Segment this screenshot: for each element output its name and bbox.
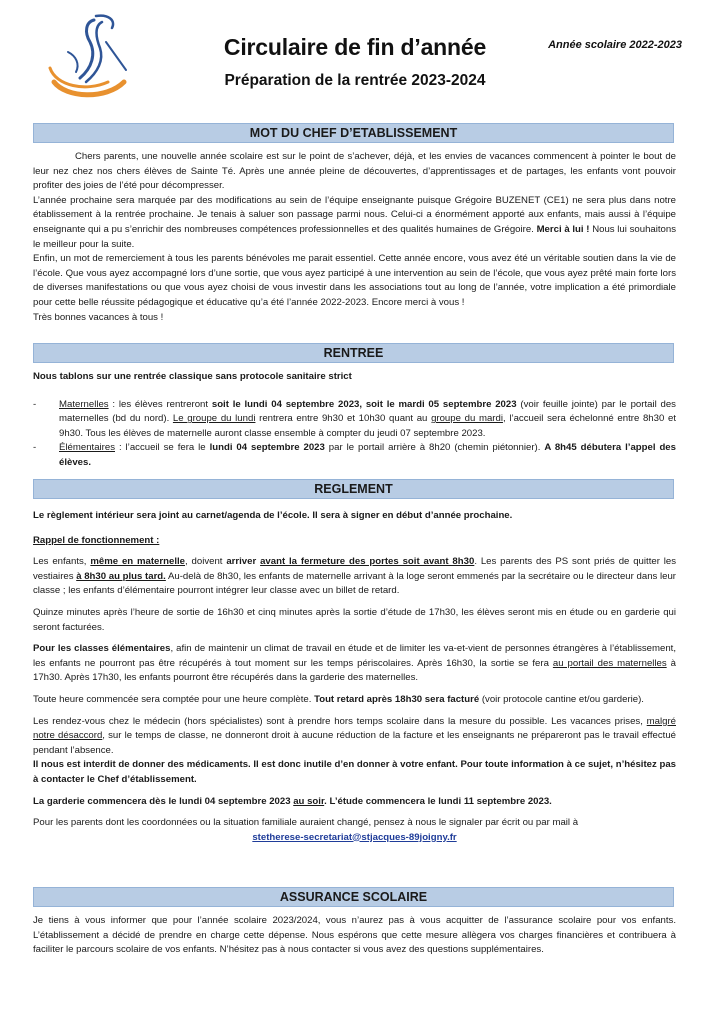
mot-paragraph-4: Très bonnes vacances à tous ! xyxy=(33,311,164,323)
p3-a: Pour les classes élémentaires xyxy=(33,643,171,655)
page-title: Circulaire de fin d’année xyxy=(223,34,487,60)
reglement-paragraph-4 xyxy=(33,693,676,708)
p4-b: Tout retard après 18h30 sera facturé xyxy=(314,693,480,705)
mot-p2-thanks: Merci à lui ! xyxy=(536,223,590,235)
p5-b: malgré notre désaccord xyxy=(33,715,676,742)
reglement-paragraph-5 xyxy=(33,715,676,759)
section-assurance-body xyxy=(33,914,676,958)
reglement-paragraph-7 xyxy=(33,795,676,810)
rentree-list xyxy=(33,398,676,471)
p4-a: Toute heure commencée sera comptée pour une heure complète. xyxy=(33,693,315,705)
mat-e: rentrera entre 9h30 et 10h30 quant au xyxy=(255,413,432,425)
section-reglement-body xyxy=(33,509,676,845)
page-subtitle: Préparation de la rentrée 2023-2024 xyxy=(224,72,486,89)
mat-a: : les élèves rentreront xyxy=(108,398,212,410)
mot-paragraph-2 xyxy=(33,194,676,252)
elem-d: A 8h45 débutera l’appel des élèves. xyxy=(59,442,676,468)
p5-c: , sur le temps de classe, ne donneront droit à aucune réduction de la facture et les enseignants ne prépareront pas le travail effectué pendant l’absence. xyxy=(33,730,676,756)
school-logo xyxy=(46,12,132,100)
elem-a: : l’accueil se fera le xyxy=(115,442,210,454)
p7-c: . L’étude commencera le lundi 11 septembre 2023. xyxy=(324,795,552,807)
p3-b: , afin de maintenir un climat de travail en étude et de limiter les va-et-vient de personnes étrangères à l’établissement, les enfants ne pourront pas être récupérés à tout moment sur les temps périscolaires. Après 16h30, la sortie se fera xyxy=(33,643,677,669)
p1-f: avant la fermeture des portes soit avant 8h30 xyxy=(260,556,475,568)
section-rentree-body xyxy=(33,370,676,471)
p1-c: , doivent xyxy=(185,556,227,568)
list-item-elementaires xyxy=(33,441,676,470)
elem-label: Élémentaires xyxy=(59,442,115,454)
p5-a: Les rendez-vous chez le médecin (hors spécialistes) sont à prendre hors temps scolaire dans la mesure du possible. Les vacances prises, xyxy=(33,715,647,727)
p1-b: même en maternelle xyxy=(90,556,185,568)
p1-d: arriver xyxy=(226,556,257,568)
section-heading-mot: MOT DU CHEF D’ETABLISSEMENT xyxy=(33,123,674,143)
section-mot-body xyxy=(33,150,676,325)
p7-b: au soir xyxy=(293,795,325,807)
section-heading-rentree: RENTREE xyxy=(33,343,674,363)
elem-b: lundi 04 septembre 2023 xyxy=(209,442,325,454)
elem-c: par le portail arrière à 8h20 (chemin piétonnier). xyxy=(324,442,545,454)
mat-b: soit le lundi 04 septembre 2023, soit le mardi 05 septembre 2023 xyxy=(211,398,517,410)
p1-a: Les enfants, xyxy=(33,556,91,568)
reglement-paragraph-6: Il nous est interdit de donner des médicaments. Il est donc inutile d’en donner à votre enfant. Pour toute information à ce sujet, n’hésitez pas à contacter le Chef d’établissement. xyxy=(33,759,676,785)
p1-g: . Les parents des PS sont priés de quitter les vestiaires xyxy=(33,556,677,582)
rentree-intro: Nous tablons sur une rentrée classique sans protocole sanitaire strict xyxy=(33,371,352,382)
mat-f: groupe du mardi xyxy=(431,413,503,425)
mat-c: (voir feuille jointe) par le portail des maternelles (bd du nord). xyxy=(59,398,676,425)
section-heading-reglement: REGLEMENT xyxy=(33,479,674,499)
mot-paragraph-3: Enfin, un mot de remerciement à tous les parents bénévoles me parait essentiel. Cette année encore, vous avez été un véritable soutien dans la vie de l’école. Que vous ayez accompagné lors d’une sortie, que vous ayez participé à une intervention au sein de l’école, que vous ayez prêté main forte lors de diverses manifestations ou que vous ayez choisi de vous investir dans les associations tout au long de l’année, votre implication a été primordiale pour cette belle réussite pédagogique et éducative qu’a été l’année 2022-2023. Encore merci à vous ! xyxy=(33,253,676,308)
mat-label: Maternelles xyxy=(59,398,109,410)
list-item-maternelles xyxy=(33,398,676,442)
reglement-paragraph-2: Quinze minutes après l’heure de sortie de 16h30 et cinq minutes après la sortie d’étude de 17h30, les élèves seront mis en étude ou en garderie qui seront facturées. xyxy=(33,606,676,633)
mot-p2-wish: Nous lui souhaitons le meilleur pour la suite. xyxy=(33,223,677,250)
p3-d: à 17h30. Après 17h30, les enfants pourront être récupérés dans la garderie des maternelles. xyxy=(33,657,676,684)
reglement-paragraph-1 xyxy=(33,555,676,599)
mat-d: Le groupe du lundi xyxy=(172,413,256,425)
p7-a: La garderie commencera dès le lundi 04 septembre 2023 xyxy=(33,795,294,807)
secretariat-email-link[interactable]: stetherese-secretariat@stjacques-89joigny.fr xyxy=(252,831,457,843)
reglement-paragraph-3 xyxy=(33,642,676,686)
p1-h: à 8h30 au plus tard. xyxy=(76,570,166,582)
p3-c: au portail des maternelles xyxy=(552,657,667,669)
section-heading-assurance: ASSURANCE SCOLAIRE xyxy=(33,887,674,907)
assurance-paragraph-1: Je tiens à vous informer que pour l’année scolaire 2023/2024, vous n’aurez pas à vous acquitter de l’assurance scolaire pour vos enfants. L’établissement a décidé de prendre en charge cette dépense. Nous espérons que cette mesure allègera vos charges financières et contribuera à faciliter le parcours scolaire de vos enfants. N’hésitez pas à nous contacter si vous avez des questions supplémentaires. xyxy=(33,915,676,956)
mat-g: , l’accueil sera échelonné entre 8h30 et 9h30. Tous les élèves de maternelle auront classe ensemble à compter du jeudi 07 septembre 2023. xyxy=(59,413,676,439)
mot-paragraph-1: Chers parents, une nouvelle année scolaire est sur le point de s’achever, déjà, et les envies de vacances commencent à pointer le bout de leur nez chez nos chers élèves de Sainte Té. Après une année pleine de découvertes, d’apprentissages et de partages, les enfants vont pouvoir profiter des joies de l’été pour décompresser. xyxy=(33,151,676,192)
p4-c: (voir protocole cantine et/ou garderie). xyxy=(479,693,644,705)
reglement-paragraph-8: Pour les parents dont les coordonnées ou la situation familiale auraient changé, pensez à nous le signaler par écrit ou par mail à xyxy=(33,817,579,829)
mot-p2-text: L’année prochaine sera marquée par des modifications au sein de l’équipe enseignante puisque Grégoire BUZENET (CE1) ne sera plus dans notre établissement à la rentrée prochaine. Je tenais à saluer son passage parmi nous. Celui-ci a énormément apporté aux enfants, mais aussi à l’équipe enseignante qui a pu s’enrichir des nombreuses compétences professionnelles et des qualités humaines de Grégoire. xyxy=(33,194,676,235)
reglement-rappel: Rappel de fonctionnement : xyxy=(33,534,160,546)
school-year: Année scolaire 2022-2023 xyxy=(548,39,682,51)
reglement-intro: Le règlement intérieur sera joint au carnet/agenda de l’école. Il sera à signer en début d’année prochaine. xyxy=(33,510,513,521)
p1-i: Au-delà de 8h30, les enfants de maternelle arrivant à la loge seront emmenés par la secrétaire ou le directeur dans leur classe ; les enfants d’élémentaire pourront intégrer leur classe avec un billet de retard. xyxy=(33,570,676,597)
